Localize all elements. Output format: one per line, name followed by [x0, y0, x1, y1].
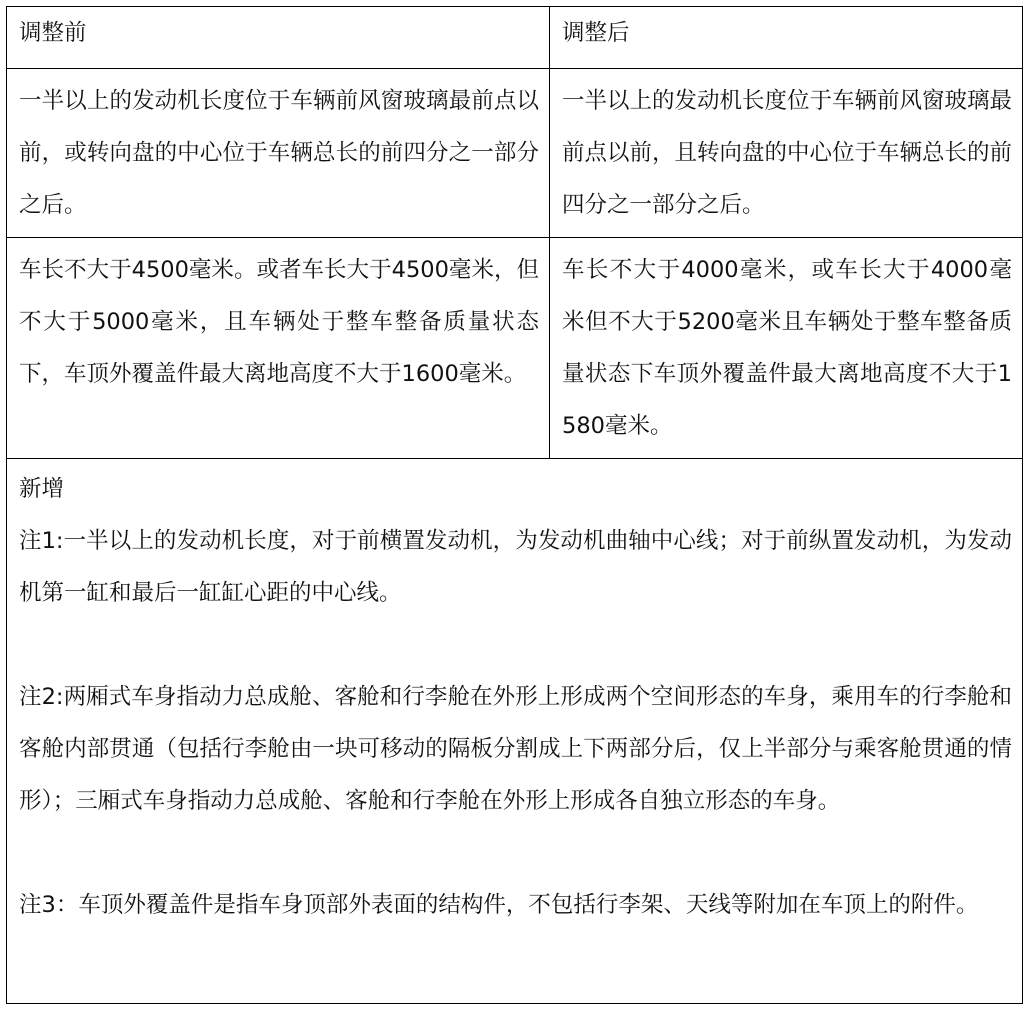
note-3: 注3：车顶外覆盖件是指车身顶部外表面的结构件，不包括行李架、天线等附加在车顶上的附件。 — [19, 892, 979, 918]
header-before: 调整前 — [7, 7, 550, 69]
cell-after-1: 一半以上的发动机长度位于车辆前风窗玻璃最前点以前，且转向盘的中心位于车辆总长的前四分之一部分之后。 — [550, 69, 1023, 238]
table-header-row — [7, 7, 1023, 69]
table-row — [7, 69, 1023, 238]
note-spacer — [19, 619, 1012, 671]
note-spacer — [19, 827, 1012, 879]
header-after: 调整后 — [550, 7, 1023, 69]
note-1: 注1:一半以上的发动机长度，对于前横置发动机，为发动机曲轴中心线；对于前纵置发动机，为发动机第一缸和最后一缸缸心距的中心线。 — [19, 528, 1012, 606]
cell-before-2: 车长不大于4500毫米。或者车长大于4500毫米，但不大于5000毫米，且车辆处于整车整备质量状态下，车顶外覆盖件最大离地高度不大于1600毫米。 — [7, 238, 550, 459]
comparison-table — [6, 6, 1023, 1004]
note-2: 注2:两厢式车身指动力总成舱、客舱和行李舱在外形上形成两个空间形态的车身，乘用车的行李舱和客舱内部贯通（包括行李舱由一块可移动的隔板分割成上下两部分后，仅上半部分与乘客舱贯通的情形）；三厢式车身指动力总成舱、客舱和行李舱在外形上形成各自独立形态的车身。 — [19, 684, 1012, 814]
added-label: 新增 — [19, 476, 65, 502]
added-notes-cell — [7, 459, 1023, 1004]
added-notes-row — [7, 459, 1023, 1004]
cell-before-1: 一半以上的发动机长度位于车辆前风窗玻璃最前点以前，或转向盘的中心位于车辆总长的前四分之一部分之后。 — [7, 69, 550, 238]
table-row — [7, 238, 1023, 459]
cell-after-2: 车长不大于4000毫米，或车长大于4000毫米但不大于5200毫米且车辆处于整车整备质量状态下车顶外覆盖件最大离地高度不大于1580毫米。 — [550, 238, 1023, 459]
